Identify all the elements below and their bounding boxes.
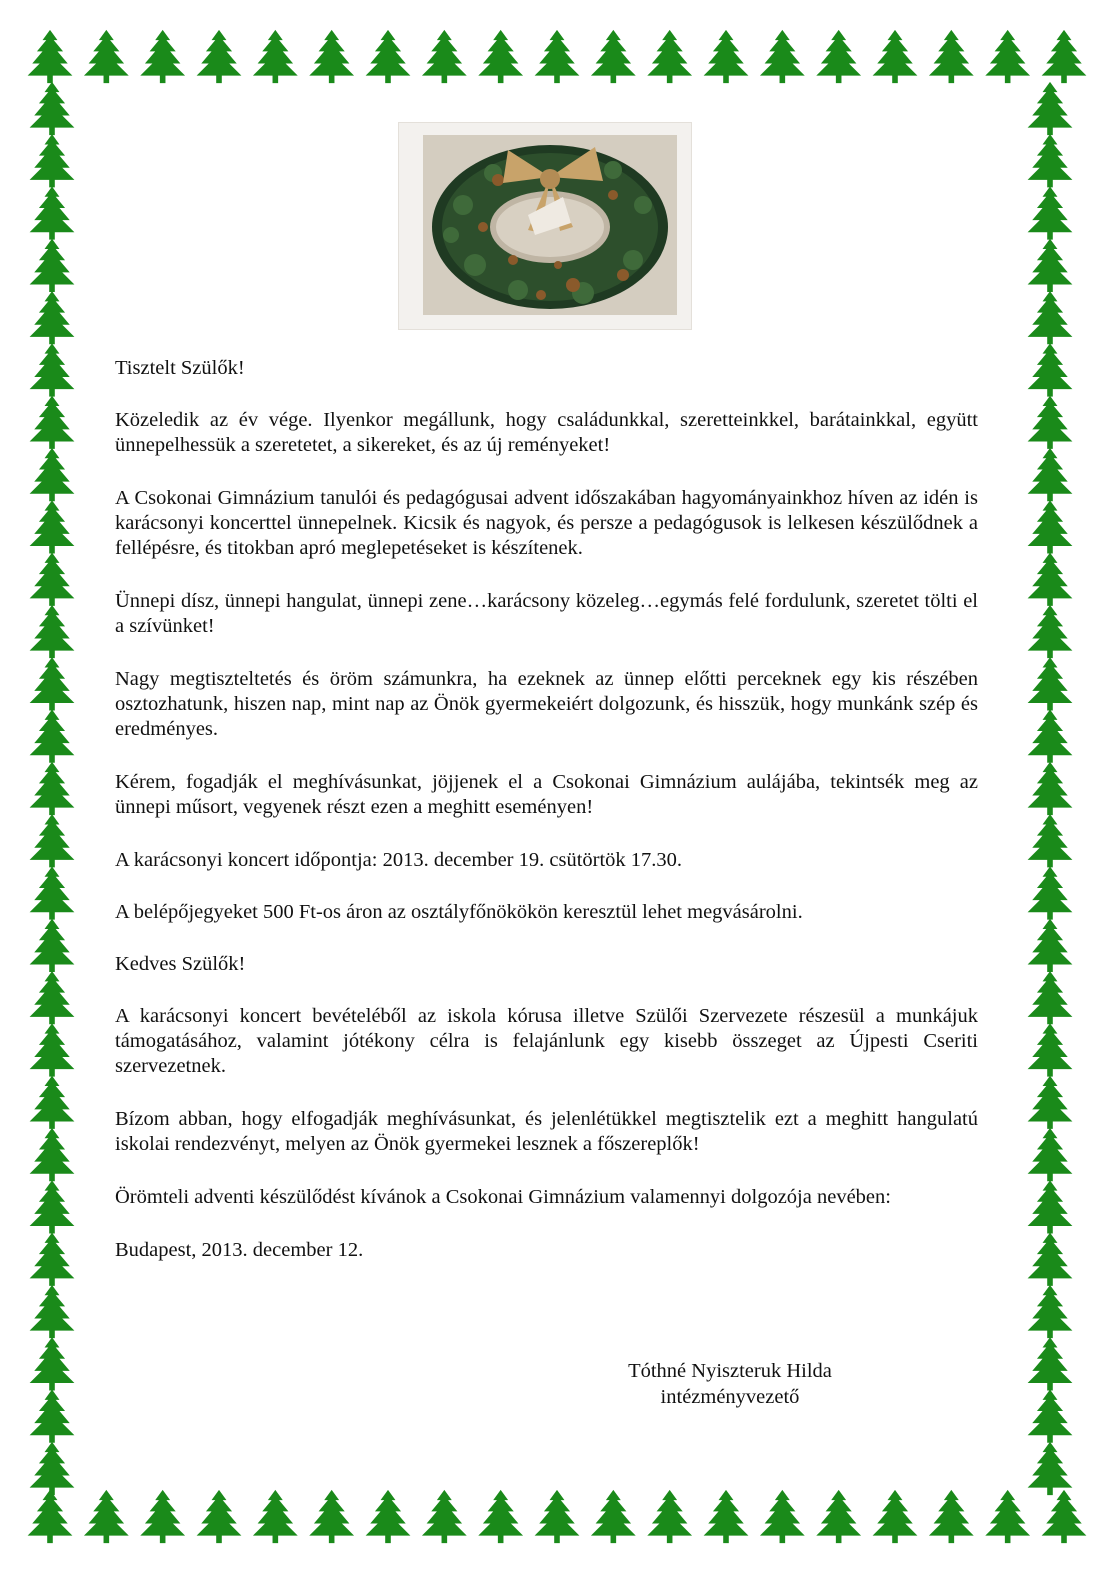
christmas-tree-icon <box>1028 1023 1073 1076</box>
christmas-tree-icon <box>1028 657 1073 710</box>
christmas-tree-icon <box>1028 1442 1073 1495</box>
christmas-tree-icon <box>1028 186 1073 239</box>
christmas-tree-icon <box>647 30 692 83</box>
paragraph-year-end: Közeledik az év vége. Ilyenkor megállunk, hogy családunkkal, szeretteinkkel, barátainkkal, együtt ünnepelhessük a szeretetet, a sikereket, és az új reményeket! <box>115 409 978 456</box>
signature-title: intézményvezető <box>660 1386 800 1408</box>
christmas-tree-icon <box>30 1233 75 1286</box>
paragraph-wishes: Örömteli adventi készülődést kívánok a Csokonai Gimnázium valamennyi dolgozója nevében: <box>115 1186 891 1208</box>
christmas-tree-icon <box>1042 30 1087 83</box>
christmas-tree-icon <box>30 553 75 606</box>
christmas-tree-icon <box>1028 343 1073 396</box>
christmas-tree-icon <box>30 919 75 972</box>
christmas-tree-icon <box>30 762 75 815</box>
christmas-tree-icon <box>1028 500 1073 553</box>
christmas-tree-icon <box>30 710 75 763</box>
christmas-tree-icon <box>1028 866 1073 919</box>
christmas-tree-icon <box>30 1390 75 1443</box>
christmas-tree-icon <box>985 30 1030 83</box>
christmas-tree-icon <box>30 1128 75 1181</box>
christmas-tree-icon <box>478 1490 523 1543</box>
christmas-tree-icon <box>816 1490 861 1543</box>
christmas-tree-icon <box>760 1490 805 1543</box>
christmas-tree-icon <box>1028 396 1073 449</box>
christmas-tree-icon <box>647 1490 692 1543</box>
christmas-tree-icon <box>1028 239 1073 292</box>
christmas-tree-icon <box>1028 1285 1073 1338</box>
christmas-tree-icon <box>985 1490 1030 1543</box>
signature-block <box>560 1358 900 1410</box>
christmas-tree-icon <box>30 866 75 919</box>
christmas-tree-icon <box>1028 1337 1073 1390</box>
christmas-tree-icon <box>1028 1233 1073 1286</box>
christmas-tree-icon <box>30 291 75 344</box>
paragraph-invitation: Kérem, fogadják el meghívásunkat, jöjjenek el a Csokonai Gimnázium aulájába, tekintsék meg az ünnepi műsort, vegyenek részt ezen a meghitt eseményen! <box>115 771 978 818</box>
christmas-tree-icon <box>140 1490 185 1543</box>
christmas-tree-icon <box>30 1076 75 1129</box>
christmas-tree-icon <box>309 30 354 83</box>
christmas-tree-icon <box>704 1490 749 1543</box>
christmas-tree-icon <box>929 1490 974 1543</box>
place-date: Budapest, 2013. december 12. <box>115 1239 364 1261</box>
christmas-tree-icon <box>478 30 523 83</box>
christmas-tree-icon <box>253 1490 298 1543</box>
paragraph-holiday-mood: Ünnepi dísz, ünnepi hangulat, ünnepi zene…karácsony közeleg…egymás felé fordulunk, szeretet tölti el a szívünket! <box>115 590 978 637</box>
christmas-tree-icon <box>1028 919 1073 972</box>
christmas-tree-icon <box>30 134 75 187</box>
christmas-tree-icon <box>30 396 75 449</box>
christmas-tree-icon <box>140 30 185 83</box>
christmas-tree-icon <box>1028 1128 1073 1181</box>
christmas-tree-icon <box>30 971 75 1024</box>
paragraph-trust: Bízom abban, hogy elfogadják meghívásunkat, és jelenlétükkel megtisztelik ezt a meghitt hangulatú iskolai rendezvényt, melyen az Önök gyermekei lesznek a főszereplők! <box>115 1108 978 1155</box>
christmas-tree-icon <box>30 605 75 658</box>
christmas-tree-icon <box>704 30 749 83</box>
christmas-tree-icon <box>1028 291 1073 344</box>
christmas-tree-icon <box>1028 710 1073 763</box>
christmas-tree-icon <box>30 82 75 135</box>
christmas-tree-icon <box>873 1490 918 1543</box>
greeting: Tisztelt Szülők! <box>115 357 245 379</box>
christmas-tree-icon <box>760 30 805 83</box>
christmas-tree-icon <box>30 343 75 396</box>
christmas-tree-icon <box>1028 1390 1073 1443</box>
christmas-tree-icon <box>84 1490 129 1543</box>
christmas-tree-icon <box>422 30 467 83</box>
christmas-tree-icon <box>1028 134 1073 187</box>
christmas-tree-icon <box>422 1490 467 1543</box>
paragraph-concert-intro: A Csokonai Gimnázium tanulói és pedagógusai advent időszakában hagyományainkhoz híven az idén is karácsonyi koncerttel ünnepelnek. Kicsik és nagyok, és persze a pedagógusok is lelkesen készülődnek a fellépésre, és titokban apró meglepetéseket is készítenek. <box>115 487 978 559</box>
christmas-tree-icon <box>28 30 73 83</box>
christmas-tree-icon <box>1028 553 1073 606</box>
christmas-tree-icon <box>30 1337 75 1390</box>
christmas-tree-icon <box>1028 762 1073 815</box>
ticket-info: A belépőjegyeket 500 Ft-os áron az osztályfőnökökön keresztül lehet megvásárolni. <box>115 901 803 923</box>
paragraph-honor: Nagy megtiszteltetés és öröm számunkra, ha ezeknek az ünnep előtti perceknek egy kis részében osztozhatunk, hiszen nap, mint nap az Önök gyermekeiért dolgozunk, és hisszük, hogy munkánk szép és eredményes. <box>115 668 978 740</box>
christmas-tree-icon <box>591 1490 636 1543</box>
christmas-tree-icon <box>1028 1076 1073 1129</box>
christmas-tree-icon <box>30 1442 75 1495</box>
christmas-tree-icon <box>591 30 636 83</box>
christmas-tree-icon <box>1028 971 1073 1024</box>
christmas-tree-icon <box>197 30 242 83</box>
signature-name: Tóthné Nyiszteruk Hilda <box>628 1360 832 1382</box>
wreath-photo <box>398 122 692 330</box>
christmas-tree-icon <box>535 30 580 83</box>
christmas-tree-icon <box>1028 814 1073 867</box>
christmas-tree-icon <box>1042 1490 1087 1543</box>
christmas-tree-icon <box>366 1490 411 1543</box>
christmas-tree-icon <box>84 30 129 83</box>
christmas-tree-icon <box>30 1285 75 1338</box>
second-greeting: Kedves Szülők! <box>115 953 246 975</box>
letter-body <box>115 356 978 1290</box>
christmas-tree-icon <box>1028 82 1073 135</box>
christmas-tree-icon <box>30 1180 75 1233</box>
christmas-tree-icon <box>366 30 411 83</box>
christmas-tree-icon <box>816 30 861 83</box>
christmas-tree-icon <box>30 814 75 867</box>
christmas-tree-icon <box>197 1490 242 1543</box>
christmas-tree-icon <box>1028 448 1073 501</box>
christmas-tree-icon <box>30 657 75 710</box>
christmas-tree-icon <box>535 1490 580 1543</box>
christmas-tree-icon <box>1028 605 1073 658</box>
christmas-tree-icon <box>1028 1180 1073 1233</box>
christmas-tree-icon <box>873 30 918 83</box>
christmas-tree-icon <box>28 1490 73 1543</box>
concert-date: A karácsonyi koncert időpontja: 2013. december 19. csütörtök 17.30. <box>115 849 683 871</box>
christmas-tree-icon <box>30 500 75 553</box>
christmas-tree-icon <box>309 1490 354 1543</box>
christmas-tree-icon <box>30 186 75 239</box>
christmas-tree-icon <box>929 30 974 83</box>
christmas-tree-icon <box>253 30 298 83</box>
christmas-tree-icon <box>30 239 75 292</box>
advent-wreath-image <box>423 135 677 315</box>
christmas-tree-icon <box>30 448 75 501</box>
paragraph-proceeds: A karácsonyi koncert bevételéből az iskola kórusa illetve Szülői Szervezete részesül a munkájuk támogatásához, valamint jótékony célra is felajánlunk egy kisebb összeget az Újpesti Cseriti szervezetnek. <box>115 1005 978 1077</box>
christmas-tree-icon <box>30 1023 75 1076</box>
